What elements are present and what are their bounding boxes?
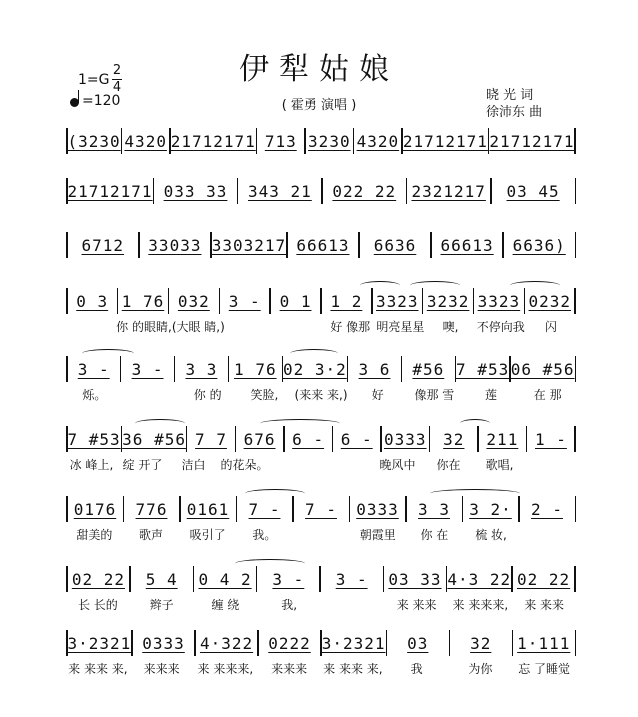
measure: 4320 [124, 131, 167, 151]
score-line [66, 128, 576, 154]
measure: 66613 [440, 235, 494, 255]
lyric-text: 吸引了 [189, 528, 226, 542]
lyric-text: 笑脸, [250, 388, 279, 402]
measure: 7 #53 [456, 359, 510, 379]
lyric-text [66, 318, 116, 335]
lyric-text: 我 [410, 662, 423, 676]
barline [575, 178, 577, 204]
lyric-text: 来 来来 [396, 598, 437, 612]
lyric-text [293, 526, 350, 543]
lyric-text: 我。 [252, 528, 277, 542]
measure: 2 - [531, 499, 563, 519]
lyric-text: 忘 了睡觉 [518, 662, 571, 676]
measure: 3 - [131, 359, 164, 379]
score-line [66, 496, 576, 522]
lyric-text: 梳 妆, [475, 528, 507, 542]
lyric-text: (来来 来,) [294, 388, 348, 402]
lyric-text [225, 318, 275, 335]
tie-arc [290, 349, 338, 358]
lyric-text: 莲 [485, 388, 498, 402]
lyrics-line [66, 596, 576, 613]
lyric-text: (大眼 睛,) [171, 320, 225, 334]
lyric-text [321, 596, 385, 613]
tie-arc [260, 419, 340, 428]
measure: 4320 [356, 131, 400, 151]
lyric-text: 歌声 [139, 528, 164, 542]
lyric-text: 朝霞里 [359, 528, 396, 542]
measure: 6 - [340, 429, 373, 449]
measure: 033 33 [163, 181, 228, 201]
measure: 0333 [142, 633, 185, 653]
lyric-text: 你 的 [193, 388, 222, 402]
measure: 6636 [373, 235, 417, 255]
measure: 022 22 [332, 181, 397, 201]
composer-credit: 徐沛东 曲 [486, 105, 543, 120]
measure: 1 2 [330, 291, 363, 311]
lyric-text: 来来来 [143, 662, 180, 676]
song-title: 伊犁姑娘 [239, 52, 399, 87]
lyric-text: 不停向我 [476, 320, 525, 334]
lyric-text: 好 [371, 388, 384, 402]
lyric-text: 缠 绕 [211, 598, 240, 612]
measure: 0176 [73, 499, 117, 519]
key-signature: 1=G [78, 72, 110, 88]
lyric-text: 噢, [442, 320, 459, 334]
lyric-text: 你 的眼睛, [116, 320, 172, 334]
measure: 3·2321 [321, 633, 386, 653]
lyric-text: 来 来来 来, [323, 662, 383, 676]
tie-arc [430, 489, 520, 498]
lyrics-line [66, 456, 576, 473]
lyric-text: 来来来 [271, 662, 308, 676]
score-line [66, 630, 576, 656]
lyric-text: 为你 [468, 662, 493, 676]
measure: 0333 [383, 429, 427, 449]
measure: 676 [243, 429, 276, 449]
tie-arc [410, 281, 460, 290]
measure: 211 [486, 429, 519, 449]
lyric-text: 冰 峰上, [69, 458, 114, 472]
measure: 02 3·2 [283, 359, 347, 379]
measure: 032 [177, 291, 210, 311]
lyric-text: 像那 雪 [414, 388, 455, 402]
tempo-value: =120 [82, 93, 121, 109]
measure: 3 - [272, 569, 305, 589]
measure: 7 7 [195, 429, 227, 449]
measure: 02 22 [71, 569, 125, 589]
measure: 3303217 [211, 235, 287, 255]
measure: 3 2· [469, 499, 512, 519]
lyrics-line [66, 318, 576, 335]
measure: 3 3 [185, 359, 218, 379]
lyric-text [519, 526, 576, 543]
measure: 0 4 2 [198, 569, 252, 589]
measure: 03 33 [388, 569, 442, 589]
lyric-text [525, 456, 576, 473]
barline [574, 128, 576, 154]
measure: 3 6 [358, 359, 391, 379]
lyric-text: 烁。 [82, 388, 107, 402]
lyric-text: 来 来来 来, [68, 662, 128, 676]
measure: 3 - [335, 569, 368, 589]
lyric-text: 你在 [436, 458, 461, 472]
score-line [66, 232, 576, 258]
score-line [66, 288, 576, 314]
measure: 713 [264, 131, 297, 151]
measure: 03 45 [506, 181, 560, 201]
measure: 0161 [186, 499, 230, 519]
measure: 343 21 [248, 181, 312, 201]
measure: 33033 [148, 235, 202, 255]
lyric-text: 辫子 [149, 598, 174, 612]
barline [575, 232, 577, 258]
score-line [66, 566, 576, 592]
measure: 0 3 [76, 291, 109, 311]
lyrics-line [66, 526, 576, 543]
time-signature-bottom: 4 [112, 80, 122, 95]
time-signature-top: 2 [112, 63, 122, 78]
measure: 32 [443, 429, 465, 449]
measure: 21712171 [402, 131, 488, 151]
score-line [66, 426, 576, 452]
measure: 1·111 [517, 633, 571, 653]
tie-arc [245, 489, 305, 498]
measure: (3230 [67, 131, 121, 151]
tie-arc [235, 559, 305, 568]
barline [575, 356, 577, 382]
measure: #56 [412, 359, 445, 379]
lyrics-line [66, 386, 576, 403]
lyric-text: 你 在 [420, 528, 449, 542]
measure: 1 - [534, 429, 567, 449]
measure: 1 76 [121, 291, 165, 311]
lyric-text [321, 456, 372, 473]
measure: 0232 [528, 291, 572, 311]
performer: ( 霍勇 演唱 ) [281, 98, 357, 113]
lyric-text: 明亮星星 [376, 320, 425, 334]
measure: 3 - [228, 291, 261, 311]
measure: 7 - [305, 499, 337, 519]
measure: 36 #56 [122, 429, 186, 449]
lyric-text: 歌唱, [485, 458, 514, 472]
measure: 6636) [512, 235, 566, 255]
measure: 3 - [77, 359, 110, 379]
barline [574, 288, 576, 314]
barline [575, 630, 577, 656]
measure: 3·2321 [67, 633, 132, 653]
measure: 4·3 22 [447, 569, 512, 589]
measure: 21712171 [489, 131, 575, 151]
measure: 1 76 [234, 359, 277, 379]
measure: 4·322 [199, 633, 254, 653]
measure: 3323 [375, 291, 419, 311]
tie-arc [82, 349, 134, 358]
lyric-text: 晚风中 [379, 458, 416, 472]
barline [575, 496, 577, 522]
lyric-text: 我, [281, 598, 298, 612]
tie-arc [360, 281, 400, 290]
measure: 3232 [426, 291, 470, 311]
measure: 776 [135, 499, 168, 519]
lyrics-line [66, 660, 576, 677]
measure: 2321217 [411, 181, 486, 201]
measure: 6 - [292, 429, 325, 449]
lyric-text: 洁白 [181, 458, 206, 472]
lyric-text: 长 长的 [77, 598, 118, 612]
lyric-text [275, 318, 325, 335]
lyric-text: 来 来来 [524, 598, 565, 612]
measure: 3 3 [418, 499, 450, 519]
lyricist-credit: 晓 光 词 [486, 88, 534, 103]
barline [574, 426, 576, 452]
measure: 7 - [248, 499, 281, 519]
measure: 32 [470, 633, 492, 653]
measure: 66613 [296, 235, 350, 255]
measure: 3230 [308, 131, 351, 151]
measure: 0333 [356, 499, 399, 519]
measure: 3323 [477, 291, 521, 311]
measure: 21712171 [67, 181, 153, 201]
lyric-text: 来 来来来, [197, 662, 254, 676]
measure: 02 22 [516, 569, 571, 589]
tie-arc [510, 281, 560, 290]
measure: 0 1 [279, 291, 312, 311]
measure: 6712 [81, 235, 125, 255]
lyric-text: 在 那 [533, 388, 562, 402]
score-line [66, 178, 576, 204]
lyric-text: 甜美的 [76, 528, 113, 542]
lyric-text: 闪 [544, 320, 557, 334]
measure: 5 4 [145, 569, 178, 589]
tie-arc [460, 419, 490, 428]
score-line [66, 356, 576, 382]
lyric-text: 的花朵。 [220, 458, 269, 472]
measure: 0222 [268, 633, 311, 653]
measure: 21712171 [170, 131, 256, 151]
measure: 7 #53 [67, 429, 121, 449]
measure: 03 [407, 633, 429, 653]
lyric-text [270, 456, 321, 473]
barline [574, 566, 576, 592]
lyric-text: 好 像那 [330, 320, 371, 334]
lyric-text: 来 来来来, [452, 598, 509, 612]
tie-arc [135, 419, 185, 428]
measure: 06 #56 [510, 359, 575, 379]
lyric-text [123, 386, 180, 403]
lyric-text: 绽 开了 [122, 458, 163, 472]
